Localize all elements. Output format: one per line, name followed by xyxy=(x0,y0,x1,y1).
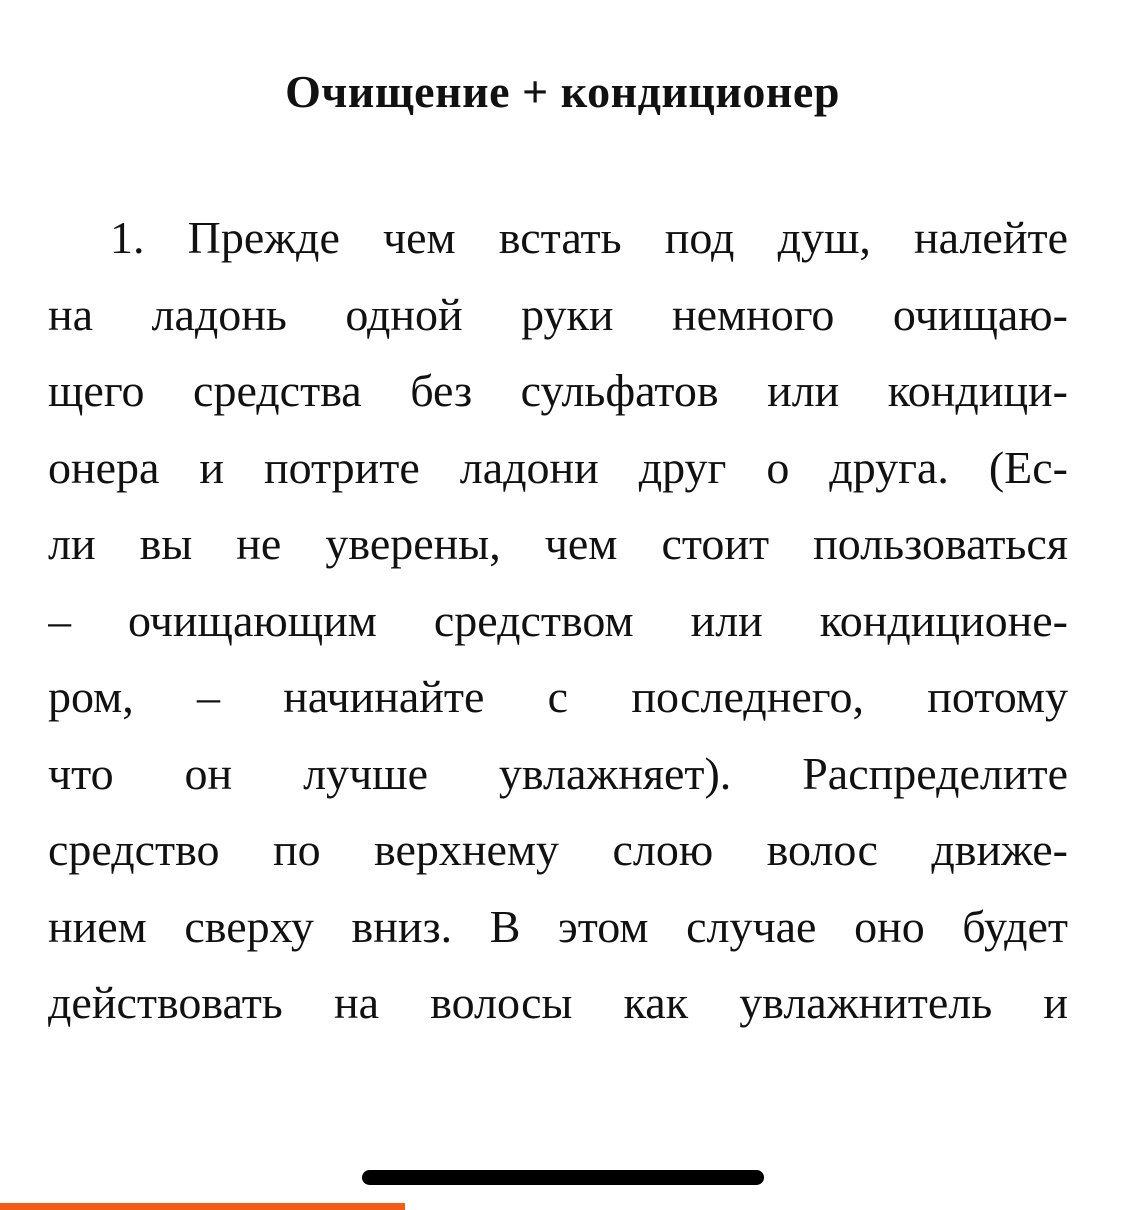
text-line: что он лучше увлажняет). Распределите xyxy=(48,747,1068,799)
text-line: нием сверху вниз. В этом случае оно будет xyxy=(48,900,1068,952)
text-line: – очищающим средством или кондиционе- xyxy=(48,594,1068,646)
text-line: на ладонь одной руки немного очищаю- xyxy=(48,288,1068,340)
chapter-title: Очищение + кондиционер xyxy=(285,66,840,117)
text-line: 1. Прежде чем встать под душ, налейте xyxy=(110,212,1068,263)
book-text xyxy=(48,200,1068,1042)
text-line: действовать на волосы как увлажнитель и xyxy=(48,977,1068,1028)
home-indicator[interactable] xyxy=(362,1170,764,1185)
text-line: онера и потрите ладони друг о друга. (Ес- xyxy=(48,441,1068,493)
text-line: ром, – начинайте с последнего, потому xyxy=(48,671,1068,722)
text-line: щего средства без сульфатов или кондици- xyxy=(48,365,1068,416)
reading-progress-bar xyxy=(0,1203,1125,1210)
reading-progress-fill xyxy=(0,1203,405,1210)
text-line: ли вы не уверены, чем стоит пользоваться xyxy=(48,518,1068,569)
text-line: средство по верхнему слою волос движе- xyxy=(48,824,1068,875)
